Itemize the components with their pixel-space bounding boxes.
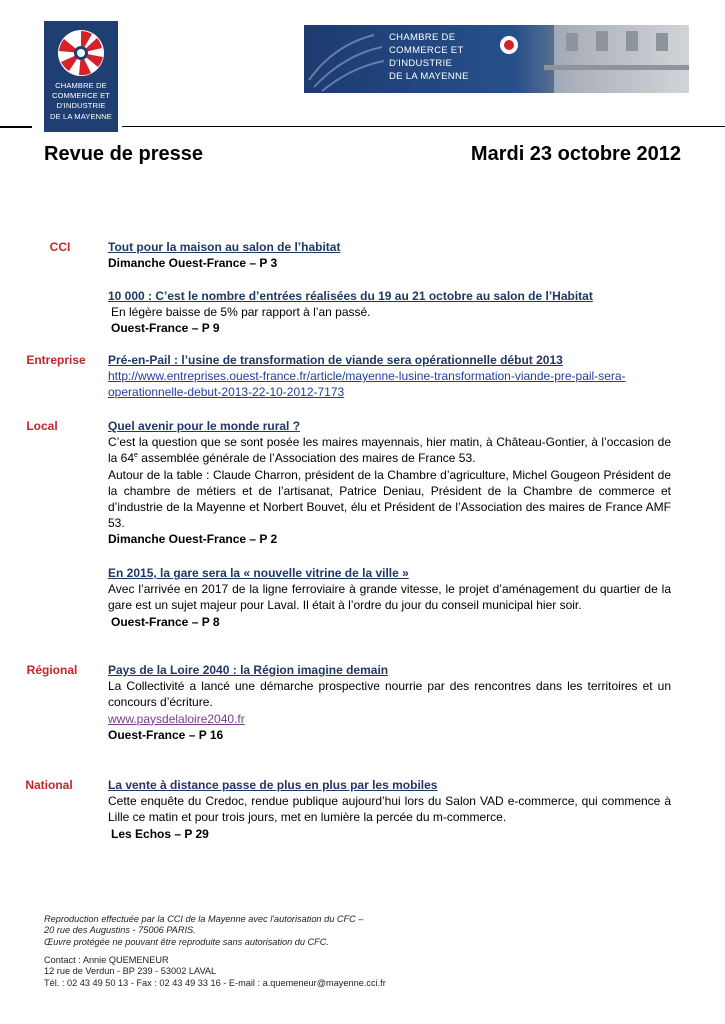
article-body-text: C’est la question que se sont posée les maires mayennais, hier matin, à Château-Gontier, à l’occasion de la 64 — [108, 435, 671, 466]
article-entry — [108, 418, 671, 548]
article-source: Ouest-France – P 16 — [108, 727, 224, 742]
header-divider-right — [122, 126, 725, 127]
article-headline[interactable]: La vente à distance passe de plus en plus par les mobiles — [108, 778, 438, 792]
footer-contact — [44, 955, 386, 989]
banner-artwork — [304, 25, 689, 93]
cci-emblem-icon — [55, 27, 107, 79]
logo-text — [44, 81, 118, 122]
page-date: Mardi 23 octobre 2012 — [470, 143, 681, 165]
banner-line: DE LA MAYENNE — [389, 71, 469, 82]
footer-contact-line: Tél. : 02 43 49 50 13 - Fax : 02 43 49 33 16 - E-mail : a.quemeneur@mayenne.cci.fr — [44, 977, 386, 988]
article-body: En légère baisse de 5% par rapport à l’an passé. — [111, 305, 371, 320]
cci-logo — [44, 21, 118, 132]
header-divider-left — [0, 126, 32, 128]
article-link[interactable]: www.paysdelaloire2040.fr — [108, 711, 245, 726]
banner-text — [389, 31, 469, 83]
article-headline[interactable]: Quel avenir pour le monde rural ? — [108, 419, 301, 433]
section-label-national: National — [25, 778, 73, 792]
article-entry — [108, 239, 671, 271]
footer-legal — [44, 914, 363, 948]
article-entry — [108, 777, 671, 842]
article-body: Autour de la table : Claude Charron, président de la Chambre d’agriculture, Michel Gougeon Président de la chambre de métiers et de l’artisanat, Patrice Deniau, Président de la Chambre de commerce et d’industrie de la Mayenne et Norbert Bouvet, élu et Président de l’Association des maires de France AMF 53. — [108, 467, 671, 531]
section-label-regional: Régional — [26, 663, 78, 677]
section-label-cci: CCI — [49, 240, 71, 254]
article-source: Ouest-France – P 9 — [111, 321, 220, 336]
article-body — [108, 434, 671, 466]
article-body-text: assemblée générale de l’Association des maires de France 53. — [137, 451, 476, 466]
banner-line: COMMERCE ET — [389, 45, 464, 56]
article-entry — [108, 352, 671, 401]
footer-contact-line: 12 rue de Verdun - BP 239 - 53002 LAVAL — [44, 966, 217, 977]
article-body: Cette enquête du Credoc, rendue publique aujourd’hui lors du Salon VAD e-commerce, qui commence à Lille ce matin et pour trois jours, met en lumière la percée du m-commerce. — [108, 794, 671, 825]
logo-line: D'INDUSTRIE — [56, 101, 106, 111]
logo-line: CHAMBRE DE — [55, 81, 107, 90]
ordinal-suffix: e — [134, 452, 138, 460]
article-source: Dimanche Ouest-France – P 2 — [108, 532, 278, 547]
article-entry — [108, 565, 671, 630]
article-headline[interactable]: Tout pour la maison au salon de l’habitat — [108, 240, 341, 254]
article-body: La Collectivité a lancé une démarche prospective nourrie par des rencontres dans les territoires et un concours d’écriture. — [108, 679, 671, 710]
section-label-entreprise: Entreprise — [26, 353, 86, 367]
header-banner — [304, 25, 689, 93]
article-headline[interactable]: Pays de la Loire 2040 : la Région imagine demain — [108, 663, 389, 677]
banner-line: CHAMBRE DE — [389, 32, 456, 43]
section-label-local: Local — [26, 419, 58, 433]
footer-legal-line: Œuvre protégée ne pouvant être reproduite sans autorisation du CFC. — [44, 936, 329, 947]
footer-legal-line: Reproduction effectuée par la CCI de la Mayenne avec l'autorisation du CFC – — [44, 914, 364, 924]
logo-line: DE LA MAYENNE — [50, 111, 112, 121]
article-source: Ouest-France – P 8 — [111, 614, 220, 629]
article-headline[interactable]: Pré-en-Pail : l’usine de transformation de viande sera opérationnelle début 2013 — [108, 353, 563, 367]
footer-contact-line: Contact : Annie QUEMENEUR — [44, 955, 169, 965]
article-entry — [108, 288, 671, 337]
article-source: Dimanche Ouest-France – P 3 — [108, 256, 278, 271]
article-entry — [108, 662, 671, 743]
article-headline[interactable]: 10 000 : C’est le nombre d’entrées réalisées du 19 au 21 octobre au salon de l’Habitat — [108, 289, 593, 303]
page-title: Revue de presse — [44, 143, 203, 165]
footer-legal-line: 20 rue des Augustins - 75006 PARIS. — [44, 925, 196, 936]
article-source: Les Echos – P 29 — [111, 826, 209, 841]
banner-line: D'INDUSTRIE — [389, 58, 453, 69]
article-link[interactable]: http://www.entreprises.ouest-france.fr/article/mayenne-lusine-transformation-viande-pre-pail-sera- — [108, 369, 626, 384]
article-body: Avec l’arrivée en 2017 de la ligne ferroviaire à grande vitesse, le projet d’aménagement du quartier de la gare est un sujet majeur pour Laval. Il était à l’ordre du jour du conseil municipal hier soir. — [108, 582, 671, 613]
logo-line: COMMERCE ET — [51, 91, 111, 101]
article-headline[interactable]: En 2015, la gare sera la « nouvelle vitrine de la ville » — [108, 566, 409, 580]
article-link[interactable]: operationnelle-debut-2013-22-10-2012-7173 — [108, 385, 345, 400]
